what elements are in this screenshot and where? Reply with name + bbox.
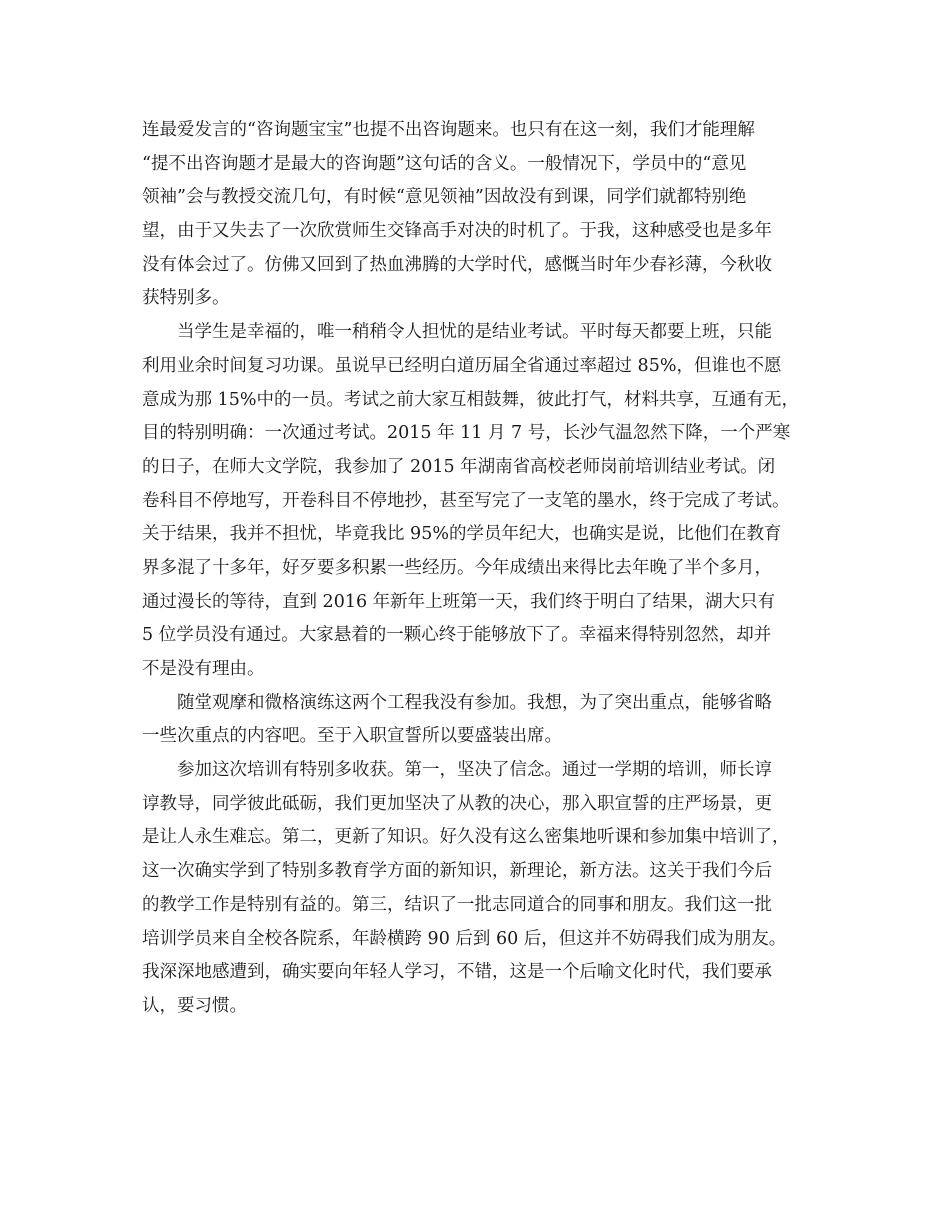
text-line: 界多混了十多年，好歹要多积累一些经历。今年成绩出来得比去年晚了半个多月， (142, 557, 772, 578)
text-line: 我深深地感遭到，确实要向年轻人学习，不错，这是一个后喻文化时代，我们要承 (142, 962, 772, 983)
text-line: 意成为那 15%中的一员。考试之前大家互相鼓舞，彼此打气，材料共享，互通有无， (142, 389, 799, 410)
text-line: “提不出咨询题才是最大的咨询题”这句话的含义。一般情况下，学员中的“意见 (142, 153, 747, 174)
text-line: 连最爱发言的“咨询题宝宝”也提不出咨询题来。也只有在这一刻，我们才能理解 (142, 120, 755, 140)
text-line: 当学生是幸福的，唯一稍稍令人担忧的是结业考试。平时每天都要上班，只能 (142, 322, 772, 343)
text-line: 参加这次培训有特别多收获。第一，坚决了信念。通过一学期的培训，师长谆 (142, 760, 772, 781)
paragraph-3 (142, 687, 822, 754)
text-line: 谆教导，同学彼此砥砺，我们更加坚决了从教的决心，那入职宣誓的庄严场景，更 (142, 793, 772, 814)
text-line: 5 位学员没有通过。大家悬着的一颗心终于能够放下了。幸福来得特别忽然，却并 (142, 625, 772, 646)
text-line: 的教学工作是特别有益的。第三，结识了一批志同道合的同事和朋友。我们这一批 (142, 894, 772, 915)
paragraph-4 (142, 754, 822, 1024)
text-line: 的日子，在师大文学院，我参加了 2015 年湖南省高校老师岗前培训结业考试。闭 (142, 456, 776, 477)
text-line: 获特别多。 (142, 288, 230, 309)
text-line: 关于结果，我并不担忧，毕竟我比 95%的学员年纪大，也确实是说，比他们在教育 (142, 524, 782, 545)
paragraph-1 (142, 114, 822, 316)
text-line: 不是没有理由。 (142, 659, 265, 679)
text-line: 培训学员来自全校各院系，年龄横跨 90 后到 60 后，但这并不妨碍我们成为朋友。 (142, 928, 787, 949)
paragraph-2 (142, 316, 822, 687)
text-line: 没有体会过了。仿佛又回到了热血沸腾的大学时代，感慨当时年少春衫薄，今秋收 (142, 254, 772, 275)
text-line: 通过漫长的等待，直到 2016 年新年上班第一天，我们终于明白了结果，湖大只有 (142, 591, 776, 612)
text-line: 卷科目不停地写，开卷科目不停地抄，甚至写完了一支笔的墨水，终于完成了考试。 (142, 490, 790, 511)
text-line: 利用业余时间复习功课。虽说早已经明白道历届全省通过率超过 85%，但谁也不愿 (142, 355, 782, 376)
text-line: 认，要习惯。 (142, 995, 247, 1016)
text-line: 领袖”会与教授交流几句，有时候“意见领袖”因故没有到课，同学们就都特别绝 (142, 187, 747, 208)
text-line: 一些次重点的内容吧。至于入职宣誓所以要盛装出席。 (142, 726, 562, 747)
body-text (142, 114, 822, 1024)
text-line: 这一次确实学到了特别多教育学方面的新知识，新理论，新方法。这关于我们今后 (142, 861, 772, 882)
text-line: 目的特别明确：一次通过考试。2015 年 11 月 7 号，长沙气温忽然下降，一个严寒 (142, 423, 791, 444)
text-line: 是让人永生难忘。第二，更新了知识。好久没有这么密集地听课和参加集中培训了， (142, 827, 790, 848)
text-line: 随堂观摩和微格演练这两个工程我没有参加。我想，为了突出重点，能够省略 (142, 692, 772, 713)
text-line: 望，由于又失去了一次欣赏师生交锋高手对决的时机了。于我，这种感受也是多年 (142, 221, 772, 242)
